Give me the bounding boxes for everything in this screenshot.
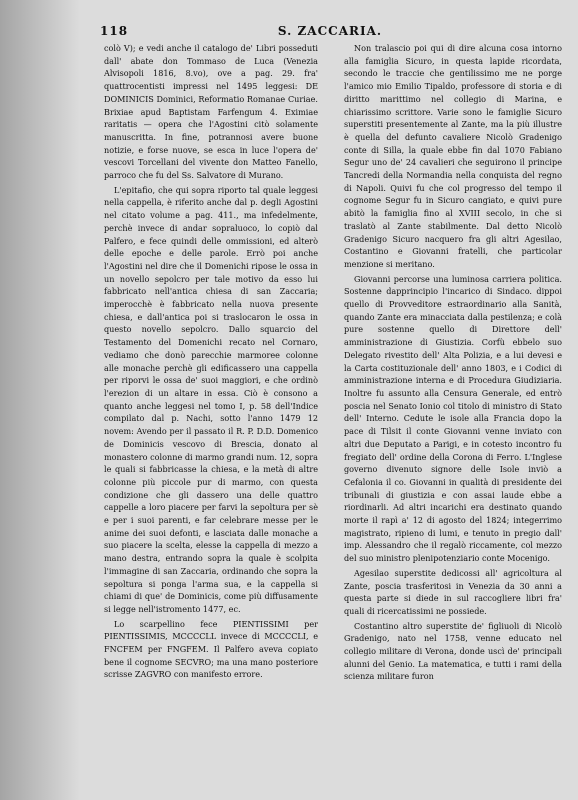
page-number: 118 xyxy=(100,24,129,38)
paragraph: L'epitafio, che qui sopra riporto tal quale leggesi nella cappella, è riferito anche dal p. degli Agostini nel citato volume a pag. 411., ma infedelmente, perchè invece di andar sopraluoco, lo copiò dal Palfero, e fece quindi delle ommissioni, ed alterò delle epoche e delle parole. Errò poi anche l'Agostini nel dire che il Domenichi ripose le ossa in un novello sepolcro per tale motivo da esso lui fabbricato nell'antica chiesa di san Zaccaria; imperocchè è fabbricato nella nuova presente chiesa, e dall'antica poi si traslocaron le ossa in questo novello sepolcro. Dallo squarcio del Testamento del Domenichi recato nel Cornaro, vediamo che donò parecchie marmoree colonne alle monache perchè gli edificassero una cappella per riporvi le ossa de' suoi maggiori, e che ordinò l'erezion di un altare in essa. Ciò è consono a quanto anche leggesi nel tomo I, p. 58 dell'Indice compilato dal p. Nachi, sotto l'anno 1479 12 novem: Avendo per il passato il R. P. D.D. Domenico de Dominicis vescovo di Brescia, donato al monastero colonne di marmo grandi num. 12, sopra le quali si fabbricasse la chiesa, e la metà di altre colonne più piccole pur di marmo, con questa condizione che gli dassero una delle quattro cappelle a loro piacere per farvi la sepoltura per sè e per i suoi parenti, e far celebrare messe per le anime dei suoi defonti, e lasciata dalle monache a suo piacere la scelta, elesse la cappella di mezzo a mano destra, entrando sopra la quale è scolpita l'immagine di san Zaccaria, ordinando che sopra la sepoltura si ponga l'arma sua, e la cappella si chiami di que' de Dominicis, come più diffusamente si legge nell'istromento 1477, ec. xyxy=(104,184,318,614)
paragraph: Giovanni percorse una luminosa carriera politica. Sostenne dapprincipio l'incarico di Sindaco. dippoi quello di Provveditore estraordinario alla Sanità, quando Zante era minacciata dalla pestilenza; e colà pure sostenne quello di Direttore dell' amministrazione di Giustizia. Corfù ebbelo suo Delegato rivestito dell' Alta Polizia, e a lui devesi e la Carta costituzionale dell' anno 1803, e i Codici di amministrazione interna e di Procedura Giudiziaria. Inoltre fu assunto alla Censura Generale, ed entrò poscia nel Senato Ionio col titolo di ministro di Stato dell' Interno. Cedute le isole alla Francia dopo la pace di Tilsit il conte Giovanni venne inviato con altri due Deputato a Parigi, e in cotesto incontro fu fregiato dell' ordine della Corona di Ferro. L'Inglese governo divenuto signore delle Isole inviò a Cefalonia il co. Giovanni in qualità di presidente dei tribunali di giustizia e con assai laude ebbe a riordinarli. Ad altri incarichi era destinato quando morte il rapì a' 12 di agosto del 1824; integerrimo magistrato, ripieno di lumi, e tenuto in pregio dall' imp. Alessandro che il regalò riccamente, col mezzo del suo ministro plenipotenziario conte Mocenigo. xyxy=(344,273,562,564)
left-column xyxy=(104,42,318,782)
paragraph: colò V); e vedi anche il catalogo de' Libri posseduti dall' abate don Tommaso de Luca (Venezia Alvisopoli 1816, 8.vo), ove a pag. 29. fra' quattrocentisti impressi nel 1495 leggesi: DE DOMINICIS Dominici, Reformatio Romanae Curiae. Brixiae apud Baptistam Farfengum 4. Eximiae raritatis — opera che l'Agostini citò solamente manuscritta. In fine, potrannosi avere buone notizie, e forse nuove, se esca in luce l'opera de' vescovi Torcellani del vivente don Matteo Fanello, parroco che fu del Ss. Salvatore di Murano. xyxy=(104,43,318,181)
right-column xyxy=(344,42,562,782)
paragraph: Lo scarpellino fece PIENTISSIMI per PIENTISSIMIS, MCCCCLL invece di MCCCCLI, e FNCFEM per FNGFEM. Il Palfero aveva copiato bene il cognome SECVRO; ma una mano posteriore scrisse ZAGVRO con manifesto errore. xyxy=(104,618,318,680)
binding-shadow xyxy=(0,0,80,800)
paragraph: Costantino altro superstite de' figliuoli di Nicolò Gradenigo, nato nel 1758, venne educato nel collegio militare di Verona, donde uscì de' principali alunni del Genio. La matematica, e tutti i rami della scienza militare furon xyxy=(344,620,562,682)
running-title: S. ZACCARIA. xyxy=(277,24,383,38)
page-header xyxy=(100,24,560,40)
paragraph: Agesilao superstite dedicossi all' agricoltura al Zante, poscia trasferitosi in Venezia da 30 anni a questa parte si diede in sul raccogliere libri fra' quali di ricercatissimi ne possiede. xyxy=(344,567,562,616)
paragraph: Non tralascio poi qui di dire alcuna cosa intorno alla famiglia Sicuro, in questa lapide ricordata, secondo le traccie che gentilissimo me ne porge l'amico mio Emilio Tipaldo, professore di storia e di diritto marittimo nel collegio di Marina, e chiarissimo scrittore. Varie sono le famiglie Sicuro superstiti presentemente al Zante, ma la più illustre è quella del defunto cavaliere Nicolò Gradenigo conte di Silla, la quale ebbe fin dal 1070 Fabiano Segur uno de' 24 cavalieri che seguirono il principe Tancredi della Normandia nella conquista del regno di Napoli. Quivi fu che col progresso del tempo il cognome Segur fu in Sicuro cangiato, e quivi pure abitò la famiglia fino al XVIII secolo, in che si traslatò al Zante stabilmente. Dal detto Nicolò Gradenigo Sicuro nacquero fra gli altri Agesilao, Costantino e Giovanni fratelli, che particolar menzione si meritano. xyxy=(344,43,562,269)
